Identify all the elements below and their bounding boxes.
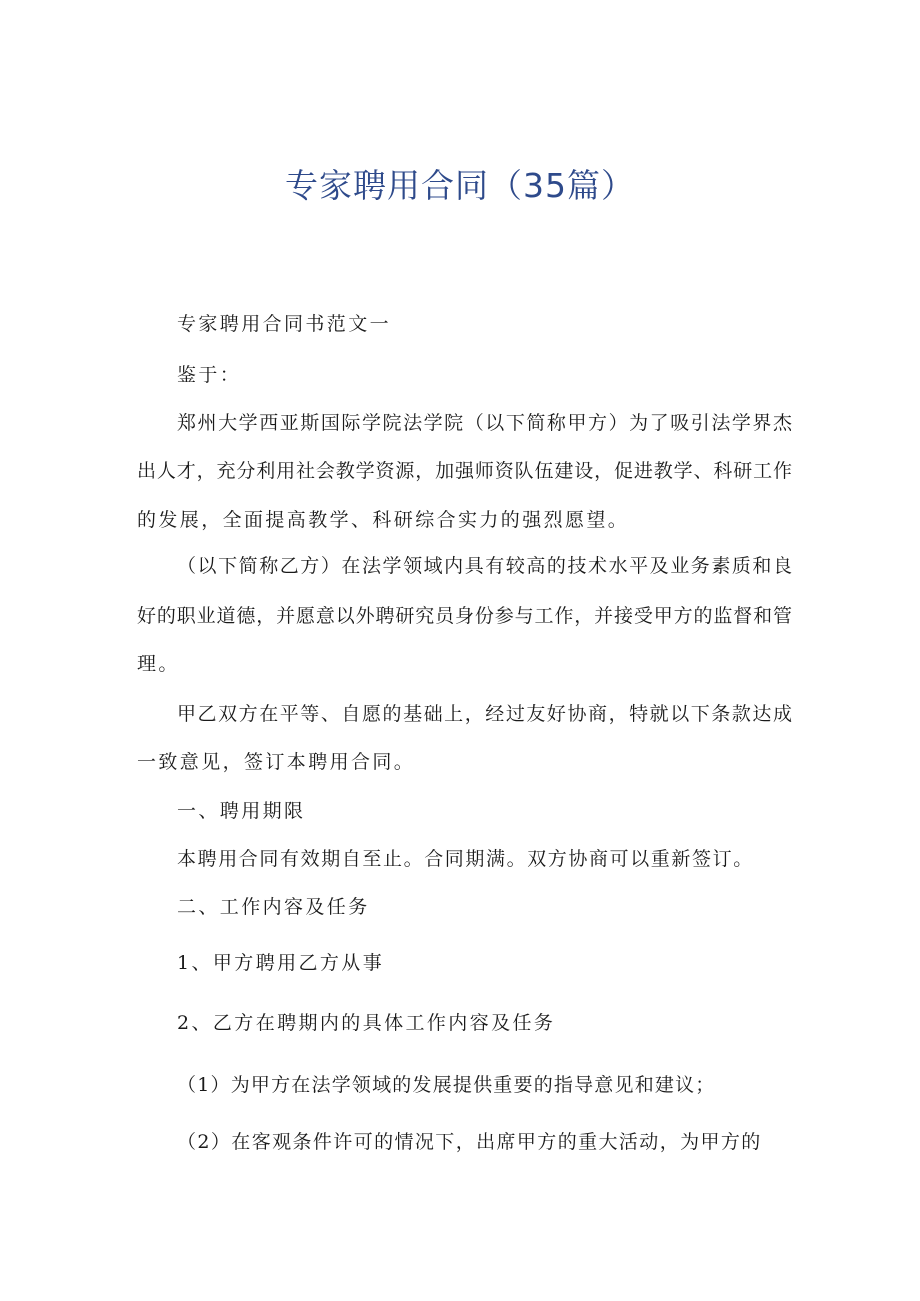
paragraph-line: 郑州大学西亚斯国际学院法学院（以下简称甲方）为了吸引法学界杰 <box>177 412 792 434</box>
paragraph-line: 好的职业道德，并愿意以外聘研究员身份参与工作，并接受甲方的监督和管 <box>137 605 792 627</box>
section-heading: 一、聘用期限 <box>177 800 306 822</box>
list-item: 2、乙方在聘期内的具体工作内容及任务 <box>177 1012 556 1034</box>
paragraph-line: （以下简称乙方）在法学领域内具有较高的技术水平及业务素质和良 <box>177 555 792 577</box>
paragraph-line: 甲乙双方在平等、自愿的基础上，经过友好协商，特就以下条款达成 <box>177 703 792 725</box>
paragraph-line: 鉴于： <box>177 364 242 386</box>
paragraph-line: 出人才，充分利用社会教学资源，加强师资队伍建设，促进教学、科研工作 <box>137 460 792 482</box>
section-heading: 二、工作内容及任务 <box>177 896 370 918</box>
paragraph-line: 本聘用合同有效期自至止。合同期满。双方协商可以重新签订。 <box>177 848 754 870</box>
list-item: （1）为甲方在法学领域的发展提供重要的指导意见和建议； <box>177 1074 716 1096</box>
paragraph-line: 的发展，全面提高教学、科研综合实力的强烈愿望。 <box>137 509 630 531</box>
section-heading: 专家聘用合同书范文一 <box>177 313 392 335</box>
list-item: 1、甲方聘用乙方从事 <box>177 952 385 974</box>
list-item: （2）在客观条件许可的情况下，出席甲方的重大活动，为甲方的 <box>177 1131 762 1153</box>
paragraph-line: 一致意见，签订本聘用合同。 <box>137 751 416 773</box>
paragraph-line: 理。 <box>137 653 180 675</box>
page-title: 专家聘用合同（35篇） <box>285 166 635 205</box>
